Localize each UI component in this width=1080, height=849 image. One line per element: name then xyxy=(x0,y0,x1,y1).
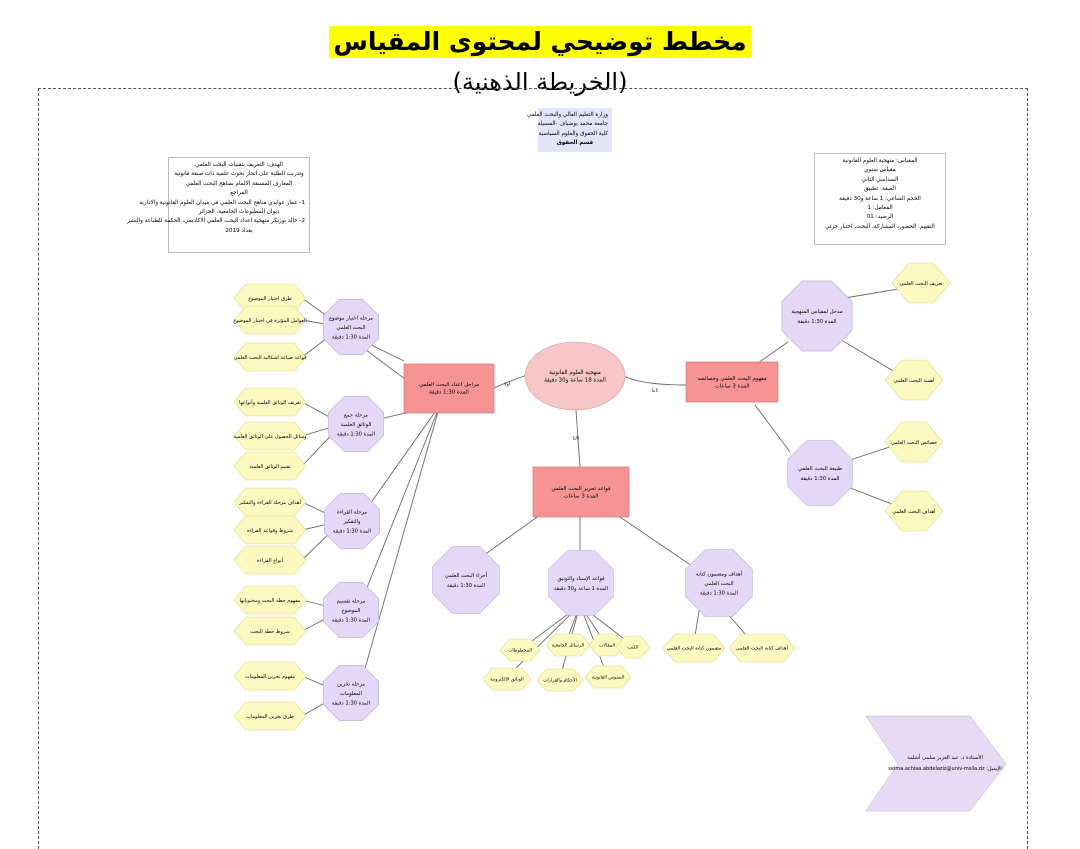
teacher-chevron xyxy=(866,716,1006,811)
left-item-label: مفهوم خطة البحث ومحتوياتها xyxy=(239,597,301,604)
left-stage-label: المعلومات xyxy=(339,690,363,697)
left-stage-label: المدة 1:30 دقيقة xyxy=(332,528,372,535)
connector-line xyxy=(622,375,686,385)
teacher-email: الإيميل: selma.achlaa.abdelaziz@univ-msila.dz xyxy=(888,765,1002,772)
branch-bottom-label: قواعد تحرير البحث العلمي xyxy=(551,486,611,493)
left-stage-label: مرحلة تخزين xyxy=(336,681,366,688)
citation-item-label: الوثائق الالكترونية xyxy=(490,677,524,683)
left-stage-label: والتفكير xyxy=(343,518,361,525)
left-stage-label: البحث العلمي xyxy=(336,324,366,331)
bottom-node-citation-label: قواعد الإسناد والتوثيق xyxy=(557,575,605,582)
bottom-node-parts-label: المدة 1:30 دقيقة xyxy=(446,582,486,589)
course-box-line: المعامل: 1 xyxy=(867,205,893,212)
page-title: مخطط توضيحي لمحتوى المقياس xyxy=(329,26,750,58)
right-item-label: تعريف البحث العلمي xyxy=(899,280,943,287)
connector-line xyxy=(302,437,330,466)
teacher-name: الأستاذة د. عبد العزيز سلمى أشلمة xyxy=(907,754,983,761)
left-item-label: العوامل المؤثرة في اختيار الموضوع xyxy=(233,317,307,324)
goals-box-line: 2- خالد بوزيكر منهجية اعداد البحث العلمي الاكاديمي، الحكمة للطباعة والنشر xyxy=(127,218,305,225)
goals-box-line: بغداد 2019 xyxy=(225,227,253,234)
branch-right-label: المدة 3 ساعات xyxy=(714,383,750,390)
citation-item-label: المقالات xyxy=(599,643,615,649)
right-node-1 xyxy=(782,281,852,351)
university-box-line: قسم الحقوق xyxy=(556,140,594,147)
left-stage-label: مرحلة اختيار موضوع xyxy=(328,315,374,322)
branch-right-label: مفهوم البحث العلمي وخصائصه xyxy=(697,376,767,383)
left-item-label: أنواع القراءة xyxy=(257,557,283,564)
connector-line xyxy=(620,517,695,568)
left-stage-label: مرحلة جمع xyxy=(344,412,368,419)
left-item-label: تعريف الوثائق العلمية وأنواعها xyxy=(239,399,301,406)
goals-box-line: 1- عمار عوابدي مناهج البحث العلمي في ميدان العلوم القانونية والادارية xyxy=(139,199,305,206)
branch-left-node xyxy=(404,364,494,413)
connector-line xyxy=(755,405,790,452)
branch-left-label: المدة 1:30 دقيقة xyxy=(429,389,469,396)
citation-item-label: المخطوطات xyxy=(508,648,532,654)
course-box-line: التقييم: الحضور، المشاركة، البحث، اختبار جزئي xyxy=(825,223,935,230)
left-item-label: شروط وقواعد القراءة xyxy=(246,527,294,534)
left-stage-label: المدة 1:30 دقيقة xyxy=(331,700,371,707)
citation-item-label: الأحكام والقرارات xyxy=(543,678,577,684)
left-stage-label: المدة 1:30 دقيقة xyxy=(331,617,371,624)
goals-box-line: ديوان المطبوعات الجامعية، الجزائر xyxy=(198,209,280,216)
bottom-node-parts-label: أجزاء البحث العلمي xyxy=(444,572,488,579)
citation-item-label: الرسائل الجامعية xyxy=(551,643,585,649)
right-node-2 xyxy=(788,441,853,506)
bottom-node-parts xyxy=(433,547,500,614)
left-item-label: أهداف مرحلة القراءة والتفكير xyxy=(239,499,301,506)
right-item-label: أهداف البحث العلمي xyxy=(892,508,936,515)
left-stage-label: المدة 1:30 دقيقة xyxy=(336,431,376,438)
writing-item-label: مضمون كتابة البحث العلمي xyxy=(666,646,722,652)
citation-item-label: النصوص القانونية xyxy=(591,675,625,681)
bottom-node-citation-label: المدة 1 ساعة و30 دقيقة xyxy=(553,585,609,592)
right-node-1-label: المدة 1:30 دقيقة xyxy=(797,318,837,325)
left-item-label: طرق تخزين المعلومات xyxy=(246,713,294,720)
edge-label-right: ثانيا xyxy=(651,388,659,394)
page-subtitle: (الخريطة الذهنية) xyxy=(447,66,634,98)
connector-line xyxy=(302,533,330,560)
center-node-label: المدة 18 ساعة و30 دقيقة xyxy=(544,377,606,384)
branch-bottom-label: المدة 3 ساعات xyxy=(563,493,599,500)
right-item-label: خصائص البحث العلمي xyxy=(890,439,938,446)
branch-left-label: مراحل اعداد البحث العلمي xyxy=(418,382,480,389)
bottom-node-citation xyxy=(549,551,614,616)
citation-item-label: الكتب xyxy=(627,645,639,651)
university-box-line: كلية الحقوق والعلوم السياسية xyxy=(538,130,608,137)
goals-box-line: المعارف المسبقة الالمام بمناهج البحث العلمي xyxy=(185,180,293,187)
course-box-line: الصفة: تطبيق xyxy=(864,186,896,193)
university-box-line: جامعة محمد بوضياف -المسيلة xyxy=(537,121,608,128)
writing-item-label: أهداف كتابة البحث العلمي xyxy=(736,646,788,652)
left-item-label: وسائل الحصول على الوثائق العلمية xyxy=(233,433,307,440)
left-stage-label: الموضوع xyxy=(341,607,361,614)
bottom-node-writing-label: أهداف ومضمون كتابة xyxy=(695,571,743,578)
center-node-label: منهجية العلوم القانونية xyxy=(549,370,601,377)
bottom-node-writing-label: المدة 1:30 دقيقة xyxy=(699,590,739,597)
course-box-line: السداسي الثاني xyxy=(861,176,899,183)
course-box-line: مقياس سنوي xyxy=(864,167,896,174)
left-item-label: شروط خطة البحث xyxy=(250,628,290,635)
edge-label-left: أولا xyxy=(504,382,510,388)
goals-box-line: المراجع xyxy=(230,190,248,197)
right-item-label: أهمية البحث العلمي xyxy=(893,377,935,384)
connector-line xyxy=(302,402,330,417)
right-node-2-label: المدة 1:30 دقيقة xyxy=(800,475,840,482)
left-stage-label: المدة 1:30 دقيقة xyxy=(331,334,371,341)
edge-label-bottom: ثالثا xyxy=(572,436,580,442)
left-stage-label: مرحلة القراءة xyxy=(336,509,368,516)
course-box-line: المقياس: منهجية العلوم القانونية xyxy=(842,158,918,164)
left-item-label: طرق اختيار الموضوع xyxy=(248,295,292,302)
bottom-node-writing-label: البحث العلمي xyxy=(704,580,734,587)
goals-box-line: الهدف: التعريف بتقنيات البحث العلمي xyxy=(195,162,283,168)
connector-line xyxy=(494,375,527,388)
left-item-label: تقييم الوثائق العلمية xyxy=(249,463,291,470)
university-box-line: وزارة التعليم العالي والبحث العلمي xyxy=(526,112,608,118)
right-node-2-label: طبيعة البحث العلمي xyxy=(797,465,843,472)
left-item-label: قواعد صياغة اشكالية البحث العلمي xyxy=(233,354,307,361)
goals-box-line: وتدريب الطلبة على انجاز بحوث علمية ذات صبغة قانونية xyxy=(174,171,304,178)
left-stage-label: الوثائق العلمية xyxy=(340,421,372,428)
course-box-line: الرصيد: 01 xyxy=(866,214,894,221)
left-item-label: مفهوم تخزين المعلومات xyxy=(244,673,296,680)
course-box-line: الحجم الساعي: 1 ساعة و30 دقيقة xyxy=(839,195,921,202)
right-node-1-label: مدخل لمقياس المنهجية xyxy=(791,308,843,315)
left-stage-label: مرحلة تقسيم xyxy=(336,598,366,605)
connector-line xyxy=(480,515,540,558)
